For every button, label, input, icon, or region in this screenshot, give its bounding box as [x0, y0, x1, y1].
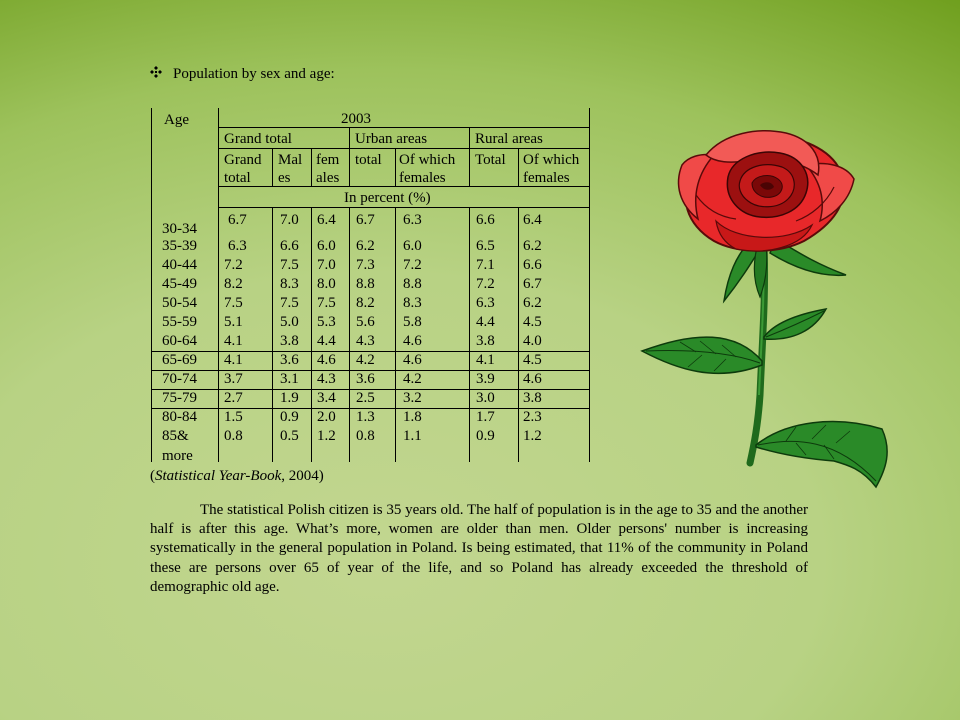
- value-cell: 6.4: [317, 212, 336, 228]
- rose-leaf-right: [756, 422, 887, 487]
- table-line-rural-of-which: [518, 148, 519, 186]
- value-cell: 1.3: [356, 409, 375, 425]
- value-cell: 1.7: [476, 409, 495, 425]
- age-cell: 75-79: [162, 390, 197, 406]
- value-cell: 6.7: [228, 212, 247, 228]
- value-cell: 3.8: [476, 333, 495, 349]
- value-cell: 5.8: [403, 314, 422, 330]
- value-cell: 4.3: [356, 333, 375, 349]
- age-cell: 85&: [162, 428, 189, 444]
- rural-areas-header: Rural areas: [475, 131, 543, 147]
- age-cell-continued: more: [162, 448, 193, 464]
- subheader-rural-females: [523, 151, 579, 187]
- source-note: [150, 468, 324, 485]
- table-line-year: [218, 127, 589, 128]
- value-cell: 4.1: [476, 352, 495, 368]
- rose-leaf-small: [764, 309, 826, 339]
- value-cell: 4.5: [523, 314, 542, 330]
- subheader-line: total: [355, 152, 382, 168]
- value-cell: 2.0: [317, 409, 336, 425]
- value-cell: 4.4: [317, 333, 336, 349]
- value-cell: 7.2: [224, 257, 243, 273]
- value-cell: 8.8: [356, 276, 375, 292]
- value-cell: 3.4: [317, 390, 336, 406]
- value-cell: 2.7: [224, 390, 243, 406]
- subheader-line: Mal: [278, 152, 303, 168]
- value-cell: 4.3: [317, 371, 336, 387]
- value-cell: 4.0: [523, 333, 542, 349]
- age-cell: 30-34: [162, 221, 197, 237]
- value-cell: 8.2: [356, 295, 375, 311]
- value-cell: 6.3: [228, 238, 247, 254]
- value-cell: 1.1: [403, 428, 422, 444]
- value-cell: 8.2: [224, 276, 243, 292]
- value-cell: 5.0: [280, 314, 299, 330]
- table-line-urban: [349, 207, 350, 462]
- value-cell: 3.6: [280, 352, 299, 368]
- subheader-line: Of which: [399, 152, 456, 168]
- table-line-urban-of-which: [395, 148, 396, 186]
- value-cell: 5.3: [317, 314, 336, 330]
- rose-bloom: [679, 131, 854, 251]
- red-rose-icon: [636, 125, 892, 495]
- subheader-urban-total: [355, 151, 382, 169]
- value-cell: 2.5: [356, 390, 375, 406]
- source-prefix: (: [150, 468, 155, 484]
- table-line-males: [272, 207, 273, 462]
- value-cell: 3.8: [523, 390, 542, 406]
- value-cell: 4.1: [224, 352, 243, 368]
- table-line-groups: [218, 148, 589, 149]
- value-cell: 8.3: [280, 276, 299, 292]
- value-cell: 4.4: [476, 314, 495, 330]
- heading-text: Population by sex and age:: [173, 66, 335, 82]
- table-border-right: [589, 108, 590, 462]
- value-cell: 6.2: [523, 295, 542, 311]
- value-cell: 4.6: [403, 352, 422, 368]
- grand-total-header: Grand total: [224, 131, 292, 147]
- value-cell: 1.9: [280, 390, 299, 406]
- value-cell: 6.6: [280, 238, 299, 254]
- subheader-line: es: [278, 170, 291, 186]
- age-cell: 55-59: [162, 314, 197, 330]
- value-cell: 0.9: [280, 409, 299, 425]
- value-cell: 6.0: [317, 238, 336, 254]
- value-cell: 6.2: [523, 238, 542, 254]
- subheader-urban-females: [399, 151, 455, 187]
- value-cell: 6.4: [523, 212, 542, 228]
- value-cell: 4.5: [523, 352, 542, 368]
- value-cell: 4.1: [224, 333, 243, 349]
- value-cell: 1.2: [317, 428, 336, 444]
- value-cell: 5.1: [224, 314, 243, 330]
- value-cell: 4.6: [317, 352, 336, 368]
- value-cell: 6.2: [356, 238, 375, 254]
- value-cell: 3.7: [224, 371, 243, 387]
- value-cell: 4.6: [403, 333, 422, 349]
- value-cell: 3.8: [280, 333, 299, 349]
- age-cell: 40-44: [162, 257, 197, 273]
- value-cell: 3.6: [356, 371, 375, 387]
- value-cell: 7.1: [476, 257, 495, 273]
- table-line-rural: [469, 127, 470, 186]
- year-header: 2003: [341, 111, 371, 127]
- value-cell: 6.7: [356, 212, 375, 228]
- subheader-line: Grand: [224, 152, 262, 168]
- value-cell: 3.0: [476, 390, 495, 406]
- value-cell: 6.3: [476, 295, 495, 311]
- age-cell: 35-39: [162, 238, 197, 254]
- age-cell: 70-74: [162, 371, 197, 387]
- table-line-urban: [349, 127, 350, 186]
- subheader-line: fem: [316, 152, 340, 168]
- value-cell: 5.6: [356, 314, 375, 330]
- value-cell: 6.6: [476, 212, 495, 228]
- value-cell: 2.3: [523, 409, 542, 425]
- age-cell: 60-64: [162, 333, 197, 349]
- value-cell: 8.0: [317, 276, 336, 292]
- value-cell: 0.8: [356, 428, 375, 444]
- subheader-males: [278, 151, 302, 187]
- value-cell: 0.5: [280, 428, 299, 444]
- value-cell: 4.2: [403, 371, 422, 387]
- subheader-rural-total: [475, 151, 506, 169]
- table-line-rural: [469, 207, 470, 462]
- value-cell: 1.8: [403, 409, 422, 425]
- value-cell: 3.1: [280, 371, 299, 387]
- age-header: Age: [164, 112, 189, 128]
- value-cell: 7.2: [476, 276, 495, 292]
- value-cell: 3.9: [476, 371, 495, 387]
- value-cell: 6.6: [523, 257, 542, 273]
- table-line-urban-of-which: [395, 207, 396, 462]
- subheader-grand-total: [224, 151, 262, 187]
- value-cell: 6.3: [403, 212, 422, 228]
- value-cell: 6.7: [523, 276, 542, 292]
- subheader-line: Of which: [523, 152, 580, 168]
- table-line-females: [311, 148, 312, 186]
- source-title: Statistical Year-Book: [155, 468, 282, 484]
- value-cell: 1.5: [224, 409, 243, 425]
- value-cell: 7.0: [280, 212, 299, 228]
- value-cell: 7.5: [280, 295, 299, 311]
- value-cell: 3.2: [403, 390, 422, 406]
- value-cell: 8.8: [403, 276, 422, 292]
- value-cell: 7.0: [317, 257, 336, 273]
- value-cell: 7.5: [280, 257, 299, 273]
- value-cell: 8.3: [403, 295, 422, 311]
- value-cell: 6.0: [403, 238, 422, 254]
- value-cell: 0.9: [476, 428, 495, 444]
- source-suffix: , 2004): [281, 468, 324, 484]
- value-cell: 7.5: [317, 295, 336, 311]
- value-cell: 4.2: [356, 352, 375, 368]
- value-cell: 6.5: [476, 238, 495, 254]
- subheader-line: females: [523, 170, 570, 186]
- subheader-females: [316, 151, 339, 187]
- subheader-line: ales: [316, 170, 340, 186]
- table-line-females: [311, 207, 312, 462]
- unit-header: In percent (%): [344, 190, 431, 206]
- subheader-line: Total: [475, 152, 506, 168]
- age-cell: 45-49: [162, 276, 197, 292]
- value-cell: 4.6: [523, 371, 542, 387]
- table-line-males: [272, 148, 273, 186]
- body-paragraph: The statistical Polish citizen is 35 years old. The half of population is in the age to 35 and the another half is after this age. What’s more, women are older than men. Older persons' number is increasing systematically in the general population in Poland. Is being estimated, that 11% of the community in Poland these are persons over 65 of year of the life, and so Poland has already exceeded the threshold of demographic old age.: [150, 502, 808, 595]
- table-line-rural-of-which: [518, 207, 519, 462]
- subheader-line: females: [399, 170, 446, 186]
- value-cell: 1.2: [523, 428, 542, 444]
- value-cell: 7.5: [224, 295, 243, 311]
- subheader-line: total: [224, 170, 251, 186]
- value-cell: 0.8: [224, 428, 243, 444]
- table-line-unit: [218, 207, 589, 208]
- age-cell: 80-84: [162, 409, 197, 425]
- age-cell: 50-54: [162, 295, 197, 311]
- urban-areas-header: Urban areas: [355, 131, 428, 147]
- value-cell: 7.2: [403, 257, 422, 273]
- value-cell: 7.3: [356, 257, 375, 273]
- age-cell: 65-69: [162, 352, 197, 368]
